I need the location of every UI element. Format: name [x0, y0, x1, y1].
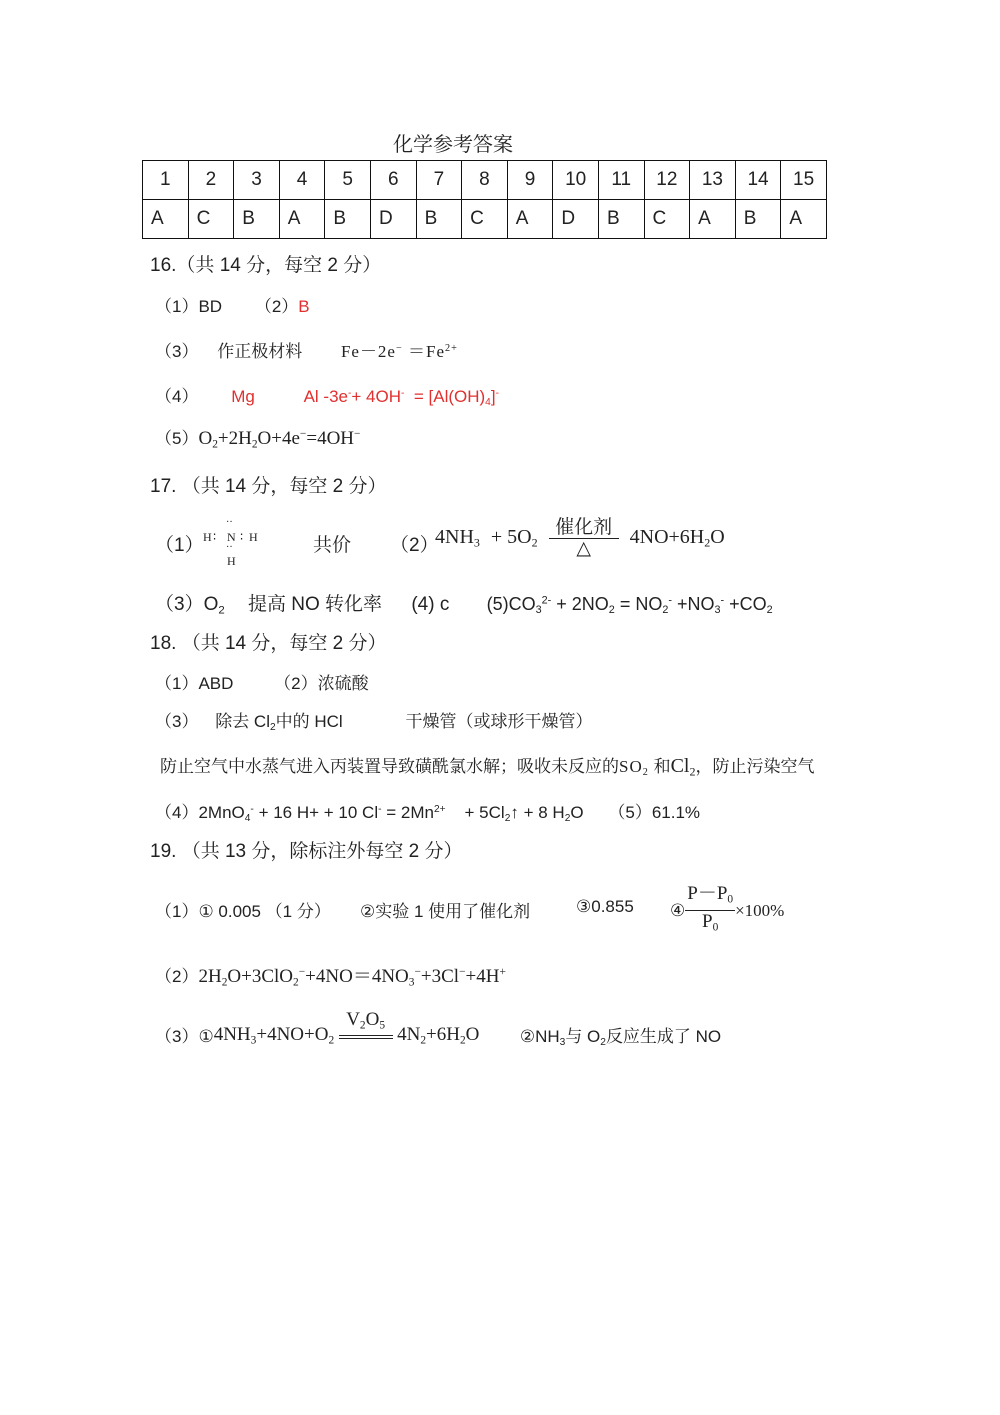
q16-header: 16.（共 14 分，每空 2 分） — [150, 255, 382, 276]
answer-cell: D — [370, 200, 416, 239]
q16-p3-label: （3） — [155, 342, 199, 361]
q19-p1-d: ④ $\frac{P-P_0}{P_0}$ ×100% — [670, 883, 784, 939]
catalyst-arrow — [549, 518, 619, 559]
question-number-cell: 11 — [598, 161, 644, 200]
question-number-cell: 10 — [553, 161, 599, 200]
q16-p5-equation: $O_2+2H_2O+4e^-=4OH^-$ — [198, 428, 361, 451]
q18-header: 18. （共 14 分，每空 2 分） — [150, 633, 387, 654]
lewis-h-left: H — [203, 530, 212, 544]
q17-bond-type: 共价 — [313, 535, 352, 556]
q16-p4-equation: Al $-3e^-+ 4OH^- = [Al(OH)_4]^-$ — [303, 387, 499, 409]
q19-p2-equation: $2H_2O+3ClO_2^-+4NO=4NO_3^-+3Cl^-+4H^+$ — [198, 966, 506, 989]
question-number-cell: 15 — [781, 161, 827, 200]
answer-cell: A — [279, 200, 325, 239]
answer-cell: D — [553, 200, 599, 239]
q17-p3-label: （3） — [155, 594, 204, 615]
lewis-dots-bottom: ·· — [226, 542, 233, 553]
ammonia-lewis-structure — [203, 519, 263, 569]
q17-p5-equation: $(5)CO_3^{2-} + 2NO_2 = NO_2^- +NO_3^- +CO_2$ — [486, 594, 773, 617]
page-title: 化学参考答案 — [393, 134, 513, 156]
q18-p5: （5）61.1% — [608, 803, 701, 822]
q17-p4: (4) c — [411, 594, 450, 615]
q18-p2-label: （2） — [274, 674, 318, 693]
v2o5-label: $V_2O_5$ — [346, 1009, 386, 1032]
answer-cell: B — [598, 200, 644, 239]
q18-part1-2 — [155, 669, 369, 694]
q17-p2-label: （2） — [390, 535, 439, 556]
q19-p3-equation-right: $4N_2+6H_2O$ — [397, 1023, 480, 1046]
heat-symbol: △ — [576, 538, 591, 559]
lewis-h-bottom: H — [227, 554, 236, 568]
q16-p3-text: 作正极材料 — [217, 342, 303, 361]
lewis-dots-top: ·· — [226, 517, 233, 528]
lewis-dots-left: ∶ — [213, 530, 217, 544]
catalyst-label: 催化剂 — [555, 517, 613, 538]
q17-p3-b: 提高 NO 转化率 — [247, 594, 383, 615]
q16-p5-label: （5） — [155, 429, 199, 448]
answer-row — [143, 200, 827, 239]
q18-p1-label: （1） — [155, 674, 199, 693]
answer-cell: A — [690, 200, 736, 239]
fraction-denominator: $P_0$ — [702, 911, 719, 934]
fraction-numerator: $P-P_0$ — [685, 883, 735, 911]
q17-header: 17. （共 14 分，每空 2 分） — [150, 476, 387, 497]
answer-cell: C — [644, 200, 690, 239]
question-number-cell: 2 — [188, 161, 234, 200]
q16-p2-label: （2） — [254, 297, 299, 316]
q16-p1-answer: BD — [198, 297, 223, 316]
q16-p3-equation: $Fe-2e^- =Fe^{2+}$ — [340, 342, 458, 361]
q18-part4-5 — [155, 798, 700, 824]
eq-left-a: $4NH_3$ — [435, 526, 480, 550]
q18-part3 — [155, 707, 592, 733]
question-number-cell: 7 — [416, 161, 462, 200]
lewis-dots-right: ∶ — [240, 530, 244, 544]
eq-right: $4NO+6H_2O$ — [629, 526, 725, 550]
q19-p3-equation-left: $4NH_3+4NO+O_2$ — [213, 1023, 335, 1046]
question-number-row — [143, 161, 827, 200]
q18-p4-equation: （4）2MnO$_4$- + 16 H+ + 10 $Cl^- = 2Mn^{2+}$ + $5Cl_2↑ + 8$ $H_2O$ — [155, 803, 584, 825]
q16-p2-answer: B — [298, 297, 310, 316]
q17-p3-a: $O_2$ — [203, 594, 225, 617]
q18-p3-a: 除去 $Cl_2$中的 HCl — [215, 712, 343, 734]
question-number-cell: 12 — [644, 161, 690, 200]
lewis-n: N — [227, 530, 236, 544]
answer-table — [142, 160, 827, 239]
q16-p4-label: （4） — [155, 387, 199, 406]
question-number-cell: 1 — [143, 161, 189, 200]
q18-p2-answer: 浓硫酸 — [317, 674, 369, 693]
percent-factor: ×100% — [735, 900, 785, 920]
q19-p1-c: ③0.855 — [576, 897, 634, 916]
lewis-h-right: H — [249, 530, 258, 544]
q18-p1-answer: ABD — [198, 674, 234, 693]
q19-part3: $(3)①4NH_3+4NO+O_2$ $V_2O_5$ $4N_2+6H_2O$ $②NH_3$与 $O_2$反应生成了 NO — [155, 1010, 721, 1059]
q17-p1-label: （1） — [155, 535, 204, 556]
question-number-cell: 5 — [325, 161, 371, 200]
q19-p1-b: ②实验 1 使用了催化剂 — [360, 902, 531, 921]
answer-cell: C — [462, 200, 508, 239]
question-number-cell: 14 — [735, 161, 781, 200]
answer-cell: C — [188, 200, 234, 239]
answer-cell: B — [234, 200, 280, 239]
eq-left-b: + $5O_2$ — [490, 526, 538, 550]
q18-p3-explanation: 防止空气中水蒸气进入丙装置导致磺酰氯水解；吸收未反应的$SO_2$ 和$Cl_2$，防止污染空气 — [160, 755, 815, 779]
q16-part3 — [155, 337, 458, 362]
answer-cell: B — [735, 200, 781, 239]
question-number-cell: 3 — [234, 161, 280, 200]
q16-part1 — [155, 292, 310, 317]
q19-part2: $(2)2H_2O+3ClO_2^-+4NO=4NO_3^-+3Cl^-+4H^+$ — [155, 966, 506, 989]
answer-cell: A — [143, 200, 189, 239]
answer-cell: B — [416, 200, 462, 239]
question-number-cell: 8 — [462, 161, 508, 200]
q16-p4-answer-a: Mg — [231, 387, 255, 406]
answer-cell: A — [507, 200, 553, 239]
question-number-cell: 9 — [507, 161, 553, 200]
question-number-cell: 4 — [279, 161, 325, 200]
q17-p2-equation — [435, 518, 725, 559]
q18-p3-c: 干燥管（或球形干燥管） — [405, 712, 593, 731]
q18-p3-label: （3） — [155, 712, 199, 731]
question-number-cell: 13 — [690, 161, 736, 200]
q16-part5 — [155, 424, 360, 450]
pressure-fraction — [685, 883, 735, 939]
v2o5-arrow — [339, 1010, 393, 1059]
answer-cell: B — [325, 200, 371, 239]
q17-part3-5 — [155, 589, 773, 616]
q19-p3-reason: $②NH_3$与 $O_2$反应生成了 NO — [519, 1026, 722, 1048]
q19-header: 19. （共 13 分，除标注外每空 2 分） — [150, 841, 463, 862]
q16-p1-label: （1） — [155, 297, 199, 316]
question-number-cell: 6 — [370, 161, 416, 200]
q16-part4 — [155, 382, 499, 408]
answer-cell: A — [781, 200, 827, 239]
q19-p1-a: （1）① 0.005 （1 分） — [155, 902, 331, 921]
